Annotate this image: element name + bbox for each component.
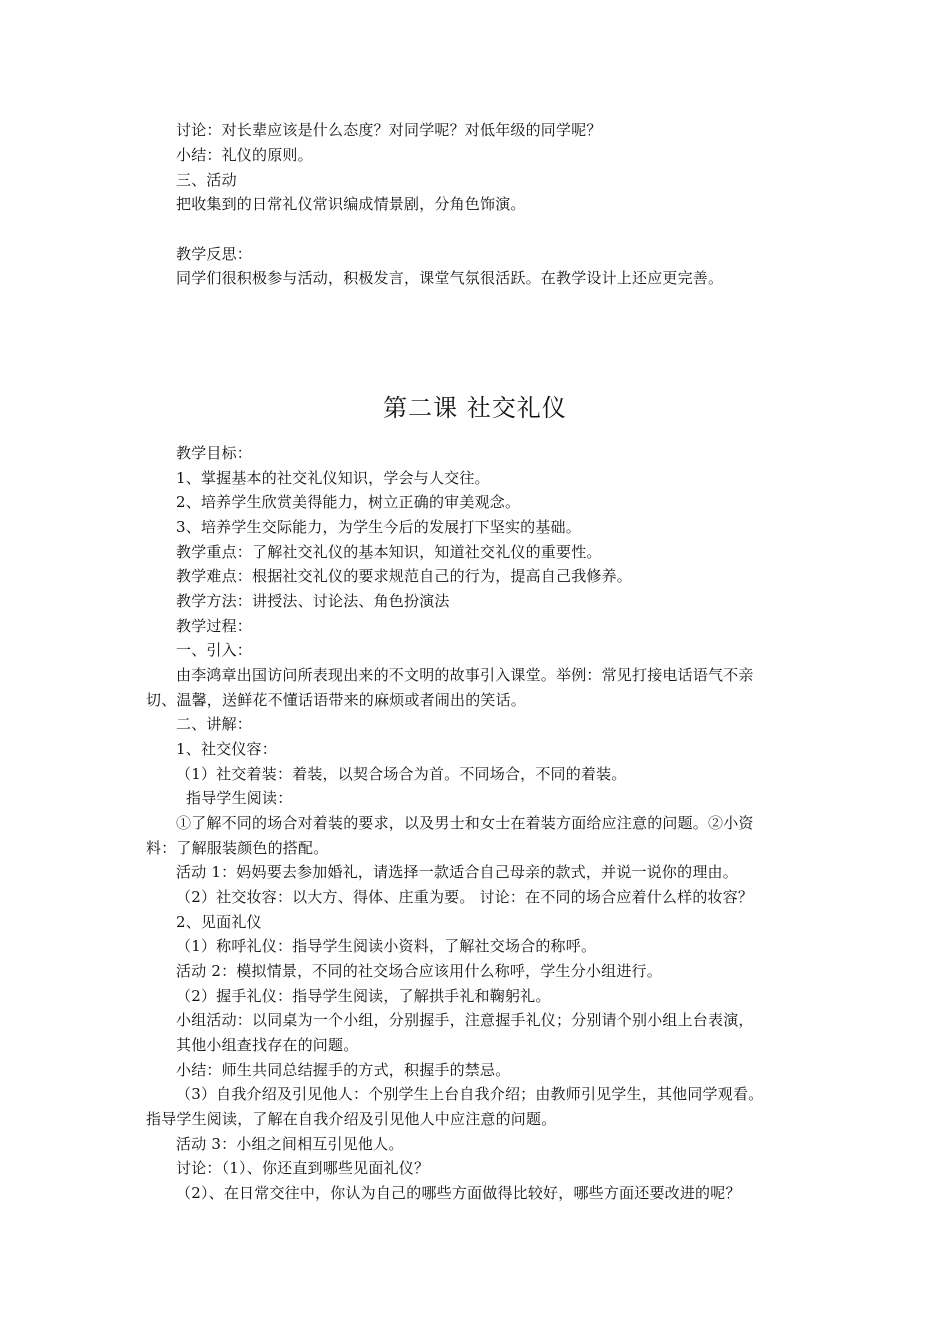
- group-activity-line-2: 其他小组查找存在的问题。: [176, 1036, 359, 1054]
- handshake-summary: 小结：师生共同总结握手的方式，积握手的禁忌。: [176, 1061, 511, 1079]
- greeting-heading: 2、见面礼仪: [176, 913, 262, 931]
- intro-paragraph-line-1: 由李鸿章出国访问所表现出来的不文明的故事引入课堂。举例：常见打接电话语气不亲: [176, 666, 754, 684]
- objective-1: 1、掌握基本的社交礼仪知识，学会与人交往。: [176, 469, 490, 487]
- reflection-heading: 教学反思：: [176, 245, 253, 263]
- key-point: 教学重点：了解社交礼仪的基本知识，知道社交礼仪的重要性。: [176, 543, 602, 561]
- attire-detail-line-1: ①了解不同的场合对着装的要求，以及男士和女士在着装方面给应注意的问题。②小资: [176, 814, 754, 832]
- guide-reading-line: 指导学生阅读：: [186, 789, 293, 807]
- attire-detail-line-2: 料：了解服装颜色的搭配。: [146, 839, 329, 857]
- intro-heading: 一、引入：: [176, 641, 253, 659]
- activity-3-line: 活动 3：小组之间相互引见他人。: [176, 1135, 404, 1153]
- lesson-title: 第二课 社交礼仪: [383, 394, 567, 422]
- summary-line: 小结：礼仪的原则。: [176, 146, 313, 164]
- group-activity-line-1: 小组活动：以同桌为一个小组，分别握手，注意握手礼仪；分别请个别小组上台表演，: [176, 1011, 754, 1029]
- difficult-point: 教学难点：根据社交礼仪的要求规范自己的行为，提高自己我修养。: [176, 567, 633, 585]
- activity-line: 把收集到的日常礼仪常识编成情景剧，分角色饰演。: [176, 195, 526, 213]
- section-heading-activity: 三、活动: [176, 171, 237, 189]
- attire-line: （1）社交着装：着装，以契合场合为首。不同场合，不同的着装。: [176, 765, 627, 783]
- introduction-line-1: （3）自我介绍及引见他人：个别学生上台自我介绍；由教师引见学生，其他同学观看。: [176, 1085, 764, 1103]
- objective-2: 2、培养学生欣赏美得能力，树立正确的审美观念。: [176, 493, 521, 511]
- activity-1-line: 活动 1：妈妈要去参加婚礼，请选择一款适合自己母亲的款式，并说一说你的理由。: [176, 863, 738, 881]
- discussion-1-line: 讨论：（1）、你还直到哪些见面礼仪？: [176, 1159, 430, 1177]
- reflection-line: 同学们很积极参与活动，积极发言，课堂气氛很活跃。在教学设计上还应更完善。: [176, 269, 724, 287]
- intro-paragraph-line-2: 切、温馨，送鲜花不懂话语带来的麻烦或者闹出的笑话。: [146, 691, 527, 709]
- appearance-heading: 1、社交仪容：: [176, 740, 277, 758]
- discussion-2-line: （2）、在日常交往中，你认为自己的哪些方面做得比较好，哪些方面还要改进的呢？: [176, 1184, 741, 1202]
- process-heading: 教学过程：: [176, 617, 253, 635]
- teaching-methods: 教学方法：讲授法、讨论法、角色扮演法: [176, 592, 450, 610]
- introduction-line-2: 指导学生阅读，了解在自我介绍及引见他人中应注意的问题。: [146, 1110, 557, 1128]
- explain-heading: 二、讲解：: [176, 715, 253, 733]
- activity-2-line: 活动 2：模拟情景，不同的社交场合应该用什么称呼，学生分小组进行。: [176, 962, 662, 980]
- objectives-heading: 教学目标：: [176, 444, 253, 462]
- objective-3: 3、培养学生交际能力，为学生今后的发展打下坚实的基础。: [176, 518, 581, 536]
- discussion-line: 讨论：对长辈应该是什么态度？对同学呢？对低年级的同学呢？: [176, 121, 602, 139]
- makeup-line: （2）社交妆容：以大方、得体、庄重为要。 讨论：在不同的场合应着什么样的妆容？: [176, 888, 754, 906]
- handshake-line: （2）握手礼仪：指导学生阅读，了解拱手礼和鞠躬礼。: [176, 987, 551, 1005]
- address-etiquette-line: （1）称呼礼仪：指导学生阅读小资料，了解社交场合的称呼。: [176, 937, 597, 955]
